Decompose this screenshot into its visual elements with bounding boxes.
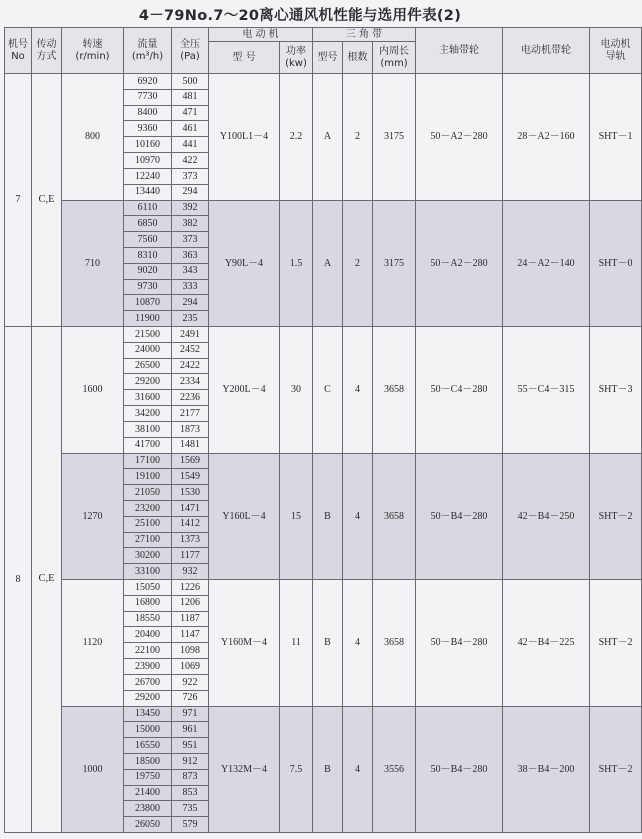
flow-cell: 38100 [124,421,172,437]
flow-cell: 23900 [124,659,172,675]
pressure-cell: 932 [172,564,209,580]
table-row [5,74,642,90]
belt-type-cell: B [313,453,343,580]
belt-length-cell: 3658 [373,327,416,454]
flow-cell: 33100 [124,564,172,580]
motor-rail-cell: SHT－3 [590,327,642,454]
flow-cell: 21500 [124,327,172,343]
pressure-cell: 333 [172,279,209,295]
pressure-cell: 2236 [172,390,209,406]
pressure-cell: 2422 [172,358,209,374]
motor-model-cell: Y160M－4 [209,580,280,707]
flow-cell: 10870 [124,295,172,311]
flow-cell: 27100 [124,532,172,548]
motor-rail-cell: SHT－1 [590,74,642,201]
pressure-cell: 235 [172,311,209,327]
flow-cell: 6920 [124,74,172,90]
flow-cell: 16800 [124,595,172,611]
belt-count-cell: 4 [343,706,373,833]
pressure-cell: 373 [172,232,209,248]
pressure-cell: 735 [172,801,209,817]
motor-rail-cell: SHT－0 [590,200,642,327]
speed-cell: 1600 [62,327,124,454]
flow-cell: 15000 [124,722,172,738]
pressure-cell: 1530 [172,485,209,501]
motor-rail-cell: SHT－2 [590,706,642,833]
belt-count-cell: 2 [343,74,373,201]
pressure-cell: 873 [172,769,209,785]
flow-cell: 23200 [124,500,172,516]
pressure-cell: 363 [172,247,209,263]
flow-cell: 19750 [124,769,172,785]
pressure-cell: 343 [172,263,209,279]
header-belt-length: 内周长 (mm) [373,42,416,74]
flow-cell: 26050 [124,817,172,833]
main-pulley-cell: 50－B4－280 [416,580,503,707]
belt-count-cell: 4 [343,580,373,707]
flow-cell: 26500 [124,358,172,374]
flow-cell: 10970 [124,153,172,169]
pressure-cell: 1873 [172,421,209,437]
flow-cell: 19100 [124,469,172,485]
pressure-cell: 1069 [172,659,209,675]
flow-cell: 21050 [124,485,172,501]
pressure-cell: 471 [172,105,209,121]
table-row [5,580,642,596]
motor-model-cell: Y200L－4 [209,327,280,454]
speed-cell: 1120 [62,580,124,707]
speed-cell: 1000 [62,706,124,833]
flow-cell: 16550 [124,738,172,754]
header-motor-model: 型 号 [209,42,280,74]
pressure-cell: 1098 [172,643,209,659]
pressure-cell: 1481 [172,437,209,453]
motor-rail-cell: SHT－2 [590,453,642,580]
flow-cell: 7560 [124,232,172,248]
motor-power-cell: 7.5 [280,706,313,833]
belt-length-cell: 3556 [373,706,416,833]
flow-cell: 23800 [124,801,172,817]
pressure-cell: 500 [172,74,209,90]
motor-model-cell: Y90L－4 [209,200,280,327]
header-motor-rail: 电动机 导轨 [590,28,642,74]
motor-power-cell: 30 [280,327,313,454]
belt-length-cell: 3658 [373,453,416,580]
flow-cell: 29200 [124,690,172,706]
flow-cell: 31600 [124,390,172,406]
flow-cell: 41700 [124,437,172,453]
flow-cell: 20400 [124,627,172,643]
belt-type-cell: A [313,200,343,327]
pressure-cell: 392 [172,200,209,216]
header-vbelt: 三 角 带 [313,28,416,42]
motor-rail-cell: SHT－2 [590,580,642,707]
header-motor: 电 动 机 [209,28,313,42]
speed-cell: 710 [62,200,124,327]
flow-cell: 12240 [124,168,172,184]
flow-cell: 21400 [124,785,172,801]
pressure-cell: 294 [172,295,209,311]
pressure-cell: 1569 [172,453,209,469]
belt-type-cell: A [313,74,343,201]
pressure-cell: 2334 [172,374,209,390]
belt-count-cell: 2 [343,200,373,327]
flow-cell: 9360 [124,121,172,137]
flow-cell: 8400 [124,105,172,121]
table-row [5,327,642,343]
flow-cell: 9730 [124,279,172,295]
header-speed: 转速 (r/min) [62,28,124,74]
pressure-cell: 1471 [172,500,209,516]
pressure-cell: 951 [172,738,209,754]
flow-cell: 15050 [124,580,172,596]
main-pulley-cell: 50－B4－280 [416,453,503,580]
header-motor-power: 功率 (kw) [280,42,313,74]
pressure-cell: 2452 [172,342,209,358]
belt-type-cell: B [313,706,343,833]
motor-pulley-cell: 55－C4－315 [503,327,590,454]
pressure-cell: 2491 [172,327,209,343]
motor-pulley-cell: 42－B4－250 [503,453,590,580]
header-belt-count: 根数 [343,42,373,74]
pressure-cell: 294 [172,184,209,200]
flow-cell: 17100 [124,453,172,469]
flow-cell: 34200 [124,406,172,422]
pressure-cell: 1373 [172,532,209,548]
table-row [5,706,642,722]
flow-cell: 24000 [124,342,172,358]
motor-pulley-cell: 24－A2－140 [503,200,590,327]
pressure-cell: 922 [172,674,209,690]
fan-selection-table [4,27,642,833]
page-title: 4－79No.7～20离心通风机性能与选用件表(2) [138,8,462,24]
flow-cell: 8310 [124,247,172,263]
pressure-cell: 441 [172,137,209,153]
flow-cell: 10160 [124,137,172,153]
belt-type-cell: B [313,580,343,707]
flow-cell: 6110 [124,200,172,216]
drive-mode-cell: C,E [32,327,62,833]
flow-cell: 22100 [124,643,172,659]
pressure-cell: 961 [172,722,209,738]
pressure-cell: 481 [172,89,209,105]
flow-cell: 18550 [124,611,172,627]
flow-cell: 18500 [124,753,172,769]
header-pressure: 全压 (Pa) [172,28,209,74]
drive-mode-cell: C,E [32,74,62,327]
pressure-cell: 579 [172,817,209,833]
pressure-cell: 853 [172,785,209,801]
pressure-cell: 1549 [172,469,209,485]
main-pulley-cell: 50－A2－280 [416,200,503,327]
pressure-cell: 1226 [172,580,209,596]
flow-cell: 26700 [124,674,172,690]
header-drive-mode: 传动 方式 [32,28,62,74]
flow-cell: 9020 [124,263,172,279]
pressure-cell: 1147 [172,627,209,643]
header-motor-pulley: 电动机带轮 [503,28,590,74]
pressure-cell: 1177 [172,548,209,564]
flow-cell: 13440 [124,184,172,200]
motor-power-cell: 2.2 [280,74,313,201]
header-machine-no: 机号 No [5,28,32,74]
pressure-cell: 726 [172,690,209,706]
table-row [5,200,642,216]
flow-cell: 7730 [124,89,172,105]
header-main-pulley: 主轴带轮 [416,28,503,74]
flow-cell: 6850 [124,216,172,232]
belt-length-cell: 3658 [373,580,416,707]
motor-power-cell: 1.5 [280,200,313,327]
pressure-cell: 422 [172,153,209,169]
pressure-cell: 1412 [172,516,209,532]
motor-model-cell: Y160L－4 [209,453,280,580]
pressure-cell: 1206 [172,595,209,611]
pressure-cell: 1187 [172,611,209,627]
flow-cell: 25100 [124,516,172,532]
motor-model-cell: Y100L1－4 [209,74,280,201]
main-pulley-cell: 50－C4－280 [416,327,503,454]
machine-no-cell: 7 [5,74,32,327]
belt-type-cell: C [313,327,343,454]
pressure-cell: 461 [172,121,209,137]
flow-cell: 11900 [124,311,172,327]
motor-pulley-cell: 28－A2－160 [503,74,590,201]
motor-pulley-cell: 38－B4－200 [503,706,590,833]
flow-cell: 13450 [124,706,172,722]
pressure-cell: 2177 [172,406,209,422]
belt-length-cell: 3175 [373,74,416,201]
machine-no-cell: 8 [5,327,32,833]
speed-cell: 800 [62,74,124,201]
motor-power-cell: 15 [280,453,313,580]
pressure-cell: 971 [172,706,209,722]
belt-count-cell: 4 [343,327,373,454]
table-body [5,74,642,833]
main-pulley-cell: 50－B4－280 [416,706,503,833]
table-row [5,453,642,469]
pressure-cell: 373 [172,168,209,184]
pressure-cell: 382 [172,216,209,232]
speed-cell: 1270 [62,453,124,580]
motor-model-cell: Y132M－4 [209,706,280,833]
pressure-cell: 912 [172,753,209,769]
flow-cell: 29200 [124,374,172,390]
header-belt-type: 型号 [313,42,343,74]
main-pulley-cell: 50－A2－280 [416,74,503,201]
flow-cell: 30200 [124,548,172,564]
header-flow: 流量 (m³/h) [124,28,172,74]
belt-count-cell: 4 [343,453,373,580]
motor-power-cell: 11 [280,580,313,707]
belt-length-cell: 3175 [373,200,416,327]
motor-pulley-cell: 42－B4－225 [503,580,590,707]
